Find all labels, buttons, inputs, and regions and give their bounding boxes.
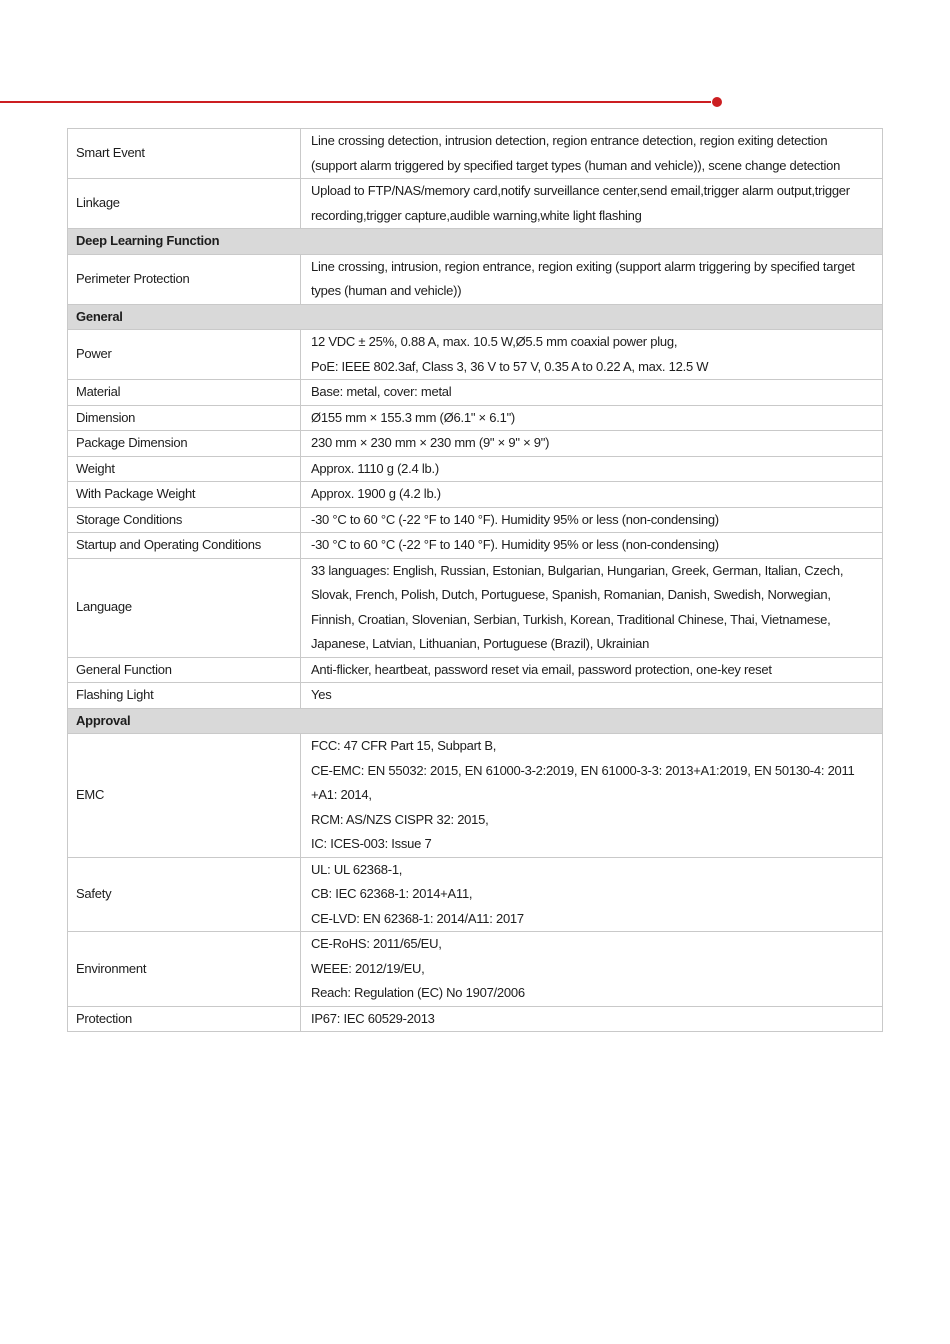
value-line: WEEE: 2012/19/EU, — [311, 960, 425, 976]
row-value — [301, 431, 883, 457]
row-value — [301, 330, 883, 380]
row-label: Flashing Light — [68, 683, 301, 709]
value-line: Yes — [311, 687, 332, 702]
row-value — [301, 857, 883, 932]
row-value — [301, 683, 883, 709]
table-row — [68, 431, 883, 457]
table-row — [68, 533, 883, 559]
table-row — [68, 254, 883, 304]
table-row — [68, 683, 883, 709]
table-row — [68, 507, 883, 533]
value-line: 33 languages: English, Russian, Estonian, Bulgarian, Hungarian, Greek, German, Italian, Czech, Slovak, French, Polish, Dutch, Portuguese, Spanish, Romanian, Danish, Swedish, Norwegian, Finnish, Croatian, Slovenian, Serbian, Turkish, Korean, Traditional Chinese, Thai, Vietnamese, Japanese, Latvian, Lithuanian, Portuguese (Brazil), Ukrainian — [311, 562, 844, 651]
row-label: Storage Conditions — [68, 507, 301, 533]
value-line: Anti-flicker, heartbeat, password reset via email, password protection, one-key reset — [311, 661, 772, 677]
row-value — [301, 734, 883, 858]
row-value — [301, 507, 883, 533]
row-value — [301, 558, 883, 657]
row-label: Perimeter Protection — [68, 254, 301, 304]
row-label: Weight — [68, 456, 301, 482]
table-row — [68, 380, 883, 406]
table-row — [68, 405, 883, 431]
value-line: PoE: IEEE 802.3af, Class 3, 36 V to 57 V, 0.35 A to 0.22 A, max. 12.5 W — [311, 358, 709, 374]
section-header-label: Deep Learning Function — [68, 229, 883, 255]
table-row — [68, 558, 883, 657]
table-row — [68, 482, 883, 508]
row-value — [301, 932, 883, 1007]
row-value — [301, 179, 883, 229]
table-row — [68, 932, 883, 1007]
row-label: Protection — [68, 1006, 301, 1032]
row-label: Power — [68, 330, 301, 380]
value-line: Approx. 1900 g (4.2 lb.) — [311, 486, 441, 501]
row-value — [301, 129, 883, 179]
header-divider-line — [0, 101, 711, 103]
row-label: Safety — [68, 857, 301, 932]
value-line: -30 °C to 60 °C (-22 °F to 140 °F). Humidity 95% or less (non-condensing) — [311, 537, 719, 552]
value-line: Line crossing detection, intrusion detection, region entrance detection, region exiting detection (support alarm triggered by specified target types (human and vehicle)), scene change detection — [311, 133, 841, 173]
value-line: IC: ICES-003: Issue 7 — [311, 836, 432, 851]
value-line: RCM: AS/NZS CISPR 32: 2015, — [311, 811, 489, 827]
table-row — [68, 179, 883, 229]
row-label: Environment — [68, 932, 301, 1007]
table-row — [68, 129, 883, 179]
row-value — [301, 405, 883, 431]
row-label: Smart Event — [68, 129, 301, 179]
row-value — [301, 456, 883, 482]
spec-table — [67, 128, 883, 1032]
row-value — [301, 533, 883, 559]
table-row — [68, 857, 883, 932]
value-line: Base: metal, cover: metal — [311, 384, 452, 399]
value-line: UL: UL 62368-1, — [311, 861, 403, 877]
section-header-label: General — [68, 304, 883, 330]
section-header-row — [68, 304, 883, 330]
table-row — [68, 657, 883, 683]
table-row — [68, 734, 883, 858]
row-value — [301, 254, 883, 304]
row-value — [301, 482, 883, 508]
row-label: Dimension — [68, 405, 301, 431]
section-header-label: Approval — [68, 708, 883, 734]
value-line: Approx. 1110 g (2.4 lb.) — [311, 460, 439, 476]
table-row — [68, 1006, 883, 1032]
row-label: Linkage — [68, 179, 301, 229]
value-line: -30 °C to 60 °C (-22 °F to 140 °F). Humidity 95% or less (non-condensing) — [311, 511, 719, 527]
table-row — [68, 456, 883, 482]
value-line: Reach: Regulation (EC) No 1907/2006 — [311, 985, 525, 1000]
row-label: General Function — [68, 657, 301, 683]
row-label: Language — [68, 558, 301, 657]
row-label: EMC — [68, 734, 301, 858]
table-row — [68, 330, 883, 380]
section-header-row — [68, 229, 883, 255]
value-line: 12 VDC ± 25%, 0.88 A, max. 10.5 W,Ø5.5 mm coaxial power plug, — [311, 334, 678, 349]
value-line: Line crossing, intrusion, region entrance, region exiting (support alarm triggering by specified target types (human and vehicle)) — [311, 258, 855, 298]
value-line: CE-LVD: EN 62368-1: 2014/A11: 2017 — [311, 910, 524, 926]
value-line: Upload to FTP/NAS/memory card,notify surveillance center,send email,trigger alarm output,trigger recording,trigger capture,audible warning,white light flashing — [311, 183, 850, 223]
row-value — [301, 380, 883, 406]
section-header-row — [68, 708, 883, 734]
row-label: Package Dimension — [68, 431, 301, 457]
value-line: CB: IEC 62368-1: 2014+A11, — [311, 886, 473, 901]
row-label: With Package Weight — [68, 482, 301, 508]
value-line: Ø155 mm × 155.3 mm (Ø6.1" × 6.1") — [311, 409, 516, 425]
row-value — [301, 1006, 883, 1032]
spec-table-body — [68, 129, 883, 1032]
value-line: IP67: IEC 60529-2013 — [311, 1010, 435, 1026]
value-line: CE-RoHS: 2011/65/EU, — [311, 936, 442, 951]
row-value — [301, 657, 883, 683]
row-label: Startup and Operating Conditions — [68, 533, 301, 559]
value-line: CE-EMC: EN 55032: 2015, EN 61000-3-2:2019, EN 61000-3-3: 2013+A1:2019, EN 50130-4: 2011 +A1: 2014, — [311, 762, 855, 802]
row-label: Material — [68, 380, 301, 406]
value-line: 230 mm × 230 mm × 230 mm (9" × 9" × 9") — [311, 435, 550, 450]
header-divider-dot-icon — [712, 97, 722, 107]
value-line: FCC: 47 CFR Part 15, Subpart B, — [311, 738, 497, 753]
